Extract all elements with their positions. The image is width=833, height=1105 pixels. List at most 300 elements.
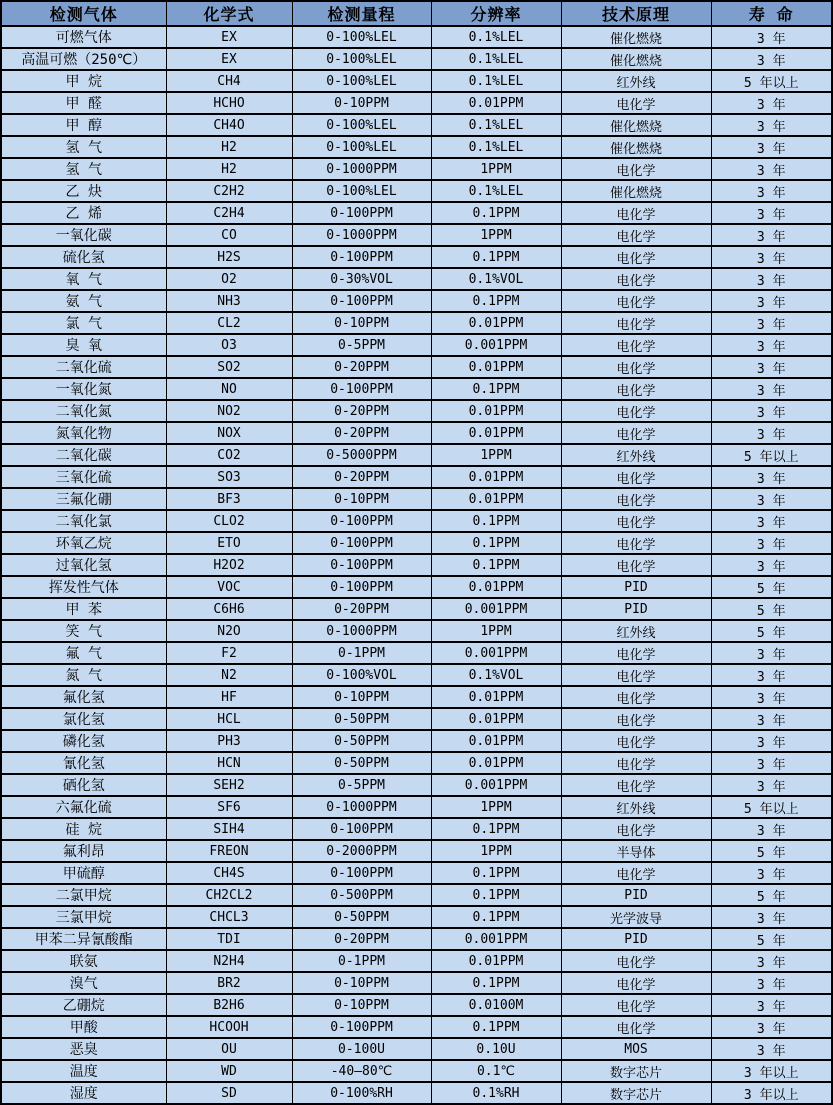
cell-range: 0-20PPM — [292, 928, 431, 950]
cell-gas-name: 二氯甲烷 — [1, 884, 166, 906]
cell-principle: 红外线 — [561, 70, 711, 92]
table-header — [1, 1, 832, 26]
cell-formula: O2 — [166, 268, 292, 290]
cell-principle: 电化学 — [561, 708, 711, 730]
table-row — [1, 48, 832, 70]
cell-range: 0-100PPM — [292, 290, 431, 312]
cell-resolution: 0.1PPM — [431, 290, 561, 312]
cell-range: 0-10PPM — [292, 972, 431, 994]
cell-principle: 电化学 — [561, 994, 711, 1016]
cell-resolution: 0.001PPM — [431, 598, 561, 620]
cell-resolution: 0.1PPM — [431, 202, 561, 224]
cell-principle: 电化学 — [561, 1016, 711, 1038]
cell-gas-name: 氟利昂 — [1, 840, 166, 862]
cell-principle: 数字芯片 — [561, 1082, 711, 1104]
cell-lifespan: 3 年 — [711, 400, 832, 422]
cell-formula: EX — [166, 26, 292, 48]
table-row — [1, 532, 832, 554]
cell-gas-name: 甲苯二异氰酸酯 — [1, 928, 166, 950]
cell-gas-name: 二氧化氮 — [1, 400, 166, 422]
cell-lifespan: 5 年以上 — [711, 444, 832, 466]
cell-resolution: 1PPM — [431, 840, 561, 862]
cell-gas-name: 温度 — [1, 1060, 166, 1082]
cell-formula: EX — [166, 48, 292, 70]
cell-formula: NO2 — [166, 400, 292, 422]
table-row — [1, 268, 832, 290]
cell-principle: 电化学 — [561, 554, 711, 576]
cell-gas-name: 高温可燃（250℃） — [1, 48, 166, 70]
cell-range: 0-20PPM — [292, 422, 431, 444]
cell-formula: O3 — [166, 334, 292, 356]
cell-formula: CH4 — [166, 70, 292, 92]
cell-range: -40—80℃ — [292, 1060, 431, 1082]
header-row — [1, 1, 832, 26]
cell-gas-name: 挥发性气体 — [1, 576, 166, 598]
cell-lifespan: 3 年 — [711, 356, 832, 378]
column-header-principle: 技术原理 — [561, 1, 711, 26]
cell-lifespan: 5 年 — [711, 928, 832, 950]
cell-lifespan: 3 年 — [711, 378, 832, 400]
cell-resolution: 0.1%LEL — [431, 180, 561, 202]
cell-range: 0-500PPM — [292, 884, 431, 906]
cell-lifespan: 5 年 — [711, 840, 832, 862]
cell-gas-name: 三氟化硼 — [1, 488, 166, 510]
cell-resolution: 0.1%VOL — [431, 664, 561, 686]
cell-resolution: 0.001PPM — [431, 334, 561, 356]
cell-principle: 电化学 — [561, 950, 711, 972]
cell-lifespan: 3 年 — [711, 554, 832, 576]
cell-resolution: 0.1PPM — [431, 884, 561, 906]
cell-principle: PID — [561, 884, 711, 906]
table-row — [1, 664, 832, 686]
cell-resolution: 1PPM — [431, 224, 561, 246]
cell-resolution: 1PPM — [431, 796, 561, 818]
cell-range: 0-100PPM — [292, 818, 431, 840]
cell-gas-name: 硫化氢 — [1, 246, 166, 268]
cell-formula: C6H6 — [166, 598, 292, 620]
table-row — [1, 422, 832, 444]
cell-principle: 电化学 — [561, 334, 711, 356]
table-row — [1, 840, 832, 862]
column-header-lifespan: 寿 命 — [711, 1, 832, 26]
table-row — [1, 598, 832, 620]
cell-gas-name: 湿度 — [1, 1082, 166, 1104]
cell-formula: H2 — [166, 136, 292, 158]
cell-gas-name: 二氧化硫 — [1, 356, 166, 378]
cell-lifespan: 3 年 — [711, 510, 832, 532]
cell-principle: 催化燃烧 — [561, 180, 711, 202]
cell-lifespan: 3 年 — [711, 730, 832, 752]
cell-resolution: 0.1PPM — [431, 554, 561, 576]
cell-formula: FREON — [166, 840, 292, 862]
cell-resolution: 1PPM — [431, 620, 561, 642]
cell-lifespan: 3 年 — [711, 114, 832, 136]
cell-formula: HCN — [166, 752, 292, 774]
cell-lifespan: 3 年 — [711, 862, 832, 884]
cell-gas-name: 硅 烷 — [1, 818, 166, 840]
cell-gas-name: 甲 烷 — [1, 70, 166, 92]
cell-formula: HCL — [166, 708, 292, 730]
cell-gas-name: 氧 气 — [1, 268, 166, 290]
cell-gas-name: 恶臭 — [1, 1038, 166, 1060]
cell-formula: SEH2 — [166, 774, 292, 796]
cell-lifespan: 3 年 — [711, 290, 832, 312]
cell-range: 0-1PPM — [292, 642, 431, 664]
cell-resolution: 0.1PPM — [431, 1016, 561, 1038]
cell-resolution: 0.01PPM — [431, 576, 561, 598]
cell-range: 0-100PPM — [292, 554, 431, 576]
table-row — [1, 312, 832, 334]
column-header-gas: 检测气体 — [1, 1, 166, 26]
cell-resolution: 0.001PPM — [431, 642, 561, 664]
cell-formula: NOX — [166, 422, 292, 444]
table-row — [1, 510, 832, 532]
cell-range: 0-1PPM — [292, 950, 431, 972]
cell-formula: CLO2 — [166, 510, 292, 532]
cell-principle: 电化学 — [561, 686, 711, 708]
table-row — [1, 994, 832, 1016]
cell-gas-name: 磷化氢 — [1, 730, 166, 752]
cell-formula: B2H6 — [166, 994, 292, 1016]
cell-principle: 电化学 — [561, 510, 711, 532]
cell-lifespan: 3 年 — [711, 334, 832, 356]
cell-principle: 电化学 — [561, 158, 711, 180]
cell-lifespan: 3 年 — [711, 752, 832, 774]
column-header-resolution: 分辨率 — [431, 1, 561, 26]
cell-principle: 电化学 — [561, 378, 711, 400]
cell-principle: 电化学 — [561, 730, 711, 752]
cell-resolution: 0.1PPM — [431, 906, 561, 928]
cell-lifespan: 5 年 — [711, 598, 832, 620]
cell-range: 0-2000PPM — [292, 840, 431, 862]
cell-formula: N2 — [166, 664, 292, 686]
cell-formula: TDI — [166, 928, 292, 950]
cell-range: 0-20PPM — [292, 400, 431, 422]
cell-resolution: 0.01PPM — [431, 400, 561, 422]
cell-lifespan: 3 年 — [711, 246, 832, 268]
cell-principle: 电化学 — [561, 400, 711, 422]
cell-lifespan: 3 年 — [711, 268, 832, 290]
cell-resolution: 0.1PPM — [431, 972, 561, 994]
cell-lifespan: 3 年 — [711, 48, 832, 70]
cell-lifespan: 3 年 — [711, 664, 832, 686]
cell-principle: 催化燃烧 — [561, 136, 711, 158]
cell-formula: C2H4 — [166, 202, 292, 224]
column-header-formula: 化学式 — [166, 1, 292, 26]
table-row — [1, 70, 832, 92]
cell-resolution: 0.1PPM — [431, 510, 561, 532]
cell-range: 0-100PPM — [292, 532, 431, 554]
cell-principle: PID — [561, 928, 711, 950]
column-header-range: 检测量程 — [292, 1, 431, 26]
cell-formula: SF6 — [166, 796, 292, 818]
cell-principle: 电化学 — [561, 818, 711, 840]
cell-formula: NO — [166, 378, 292, 400]
table-row — [1, 818, 832, 840]
cell-principle: 电化学 — [561, 290, 711, 312]
cell-range: 0-100PPM — [292, 202, 431, 224]
table-row — [1, 92, 832, 114]
cell-resolution: 0.01PPM — [431, 730, 561, 752]
cell-lifespan: 3 年 — [711, 422, 832, 444]
cell-lifespan: 3 年 — [711, 818, 832, 840]
table-row — [1, 488, 832, 510]
cell-gas-name: 六氟化硫 — [1, 796, 166, 818]
cell-gas-name: 氰化氢 — [1, 752, 166, 774]
table-row — [1, 136, 832, 158]
cell-formula: F2 — [166, 642, 292, 664]
cell-gas-name: 乙 炔 — [1, 180, 166, 202]
cell-resolution: 0.1%LEL — [431, 114, 561, 136]
cell-lifespan: 3 年 — [711, 906, 832, 928]
cell-lifespan: 3 年 — [711, 708, 832, 730]
cell-gas-name: 甲 苯 — [1, 598, 166, 620]
table-row — [1, 158, 832, 180]
cell-principle: 电化学 — [561, 224, 711, 246]
table-row — [1, 686, 832, 708]
cell-range: 0-5PPM — [292, 334, 431, 356]
cell-gas-name: 三氯甲烷 — [1, 906, 166, 928]
table-row — [1, 290, 832, 312]
cell-range: 0-100PPM — [292, 1016, 431, 1038]
cell-resolution: 0.001PPM — [431, 774, 561, 796]
cell-formula: HCOOH — [166, 1016, 292, 1038]
cell-lifespan: 3 年 — [711, 92, 832, 114]
cell-resolution: 0.01PPM — [431, 466, 561, 488]
cell-lifespan: 3 年 — [711, 972, 832, 994]
table-row — [1, 1060, 832, 1082]
table-row — [1, 708, 832, 730]
cell-range: 0-5PPM — [292, 774, 431, 796]
cell-formula: CO2 — [166, 444, 292, 466]
cell-principle: 电化学 — [561, 246, 711, 268]
cell-range: 0-100%LEL — [292, 70, 431, 92]
cell-formula: N2H4 — [166, 950, 292, 972]
cell-range: 0-100PPM — [292, 862, 431, 884]
table-row — [1, 246, 832, 268]
table-row — [1, 950, 832, 972]
cell-range: 0-1000PPM — [292, 158, 431, 180]
cell-gas-name: 臭 氧 — [1, 334, 166, 356]
cell-principle: 电化学 — [561, 774, 711, 796]
table-row — [1, 906, 832, 928]
cell-lifespan: 3 年 — [711, 774, 832, 796]
cell-formula: CHCL3 — [166, 906, 292, 928]
table-row — [1, 1038, 832, 1060]
cell-resolution: 0.01PPM — [431, 92, 561, 114]
cell-resolution: 0.01PPM — [431, 356, 561, 378]
cell-resolution: 0.01PPM — [431, 752, 561, 774]
cell-formula: H2 — [166, 158, 292, 180]
cell-lifespan: 3 年 — [711, 224, 832, 246]
cell-formula: HF — [166, 686, 292, 708]
cell-gas-name: 三氧化硫 — [1, 466, 166, 488]
cell-gas-name: 氨 气 — [1, 290, 166, 312]
cell-lifespan: 3 年 — [711, 642, 832, 664]
cell-gas-name: 氮 气 — [1, 664, 166, 686]
cell-formula: BF3 — [166, 488, 292, 510]
cell-lifespan: 3 年 — [711, 26, 832, 48]
cell-resolution: 0.01PPM — [431, 422, 561, 444]
cell-lifespan: 3 年 — [711, 686, 832, 708]
cell-principle: PID — [561, 598, 711, 620]
cell-formula: CH4O — [166, 114, 292, 136]
cell-principle: 催化燃烧 — [561, 48, 711, 70]
cell-gas-name: 硒化氢 — [1, 774, 166, 796]
cell-gas-name: 二氧化碳 — [1, 444, 166, 466]
cell-formula: PH3 — [166, 730, 292, 752]
cell-formula: N2O — [166, 620, 292, 642]
cell-range: 0-100PPM — [292, 576, 431, 598]
cell-principle: MOS — [561, 1038, 711, 1060]
cell-range: 0-1000PPM — [292, 224, 431, 246]
cell-range: 0-30%VOL — [292, 268, 431, 290]
cell-resolution: 0.01PPM — [431, 488, 561, 510]
cell-principle: 数字芯片 — [561, 1060, 711, 1082]
table-row — [1, 642, 832, 664]
cell-principle: PID — [561, 576, 711, 598]
cell-principle: 电化学 — [561, 532, 711, 554]
cell-principle: 电化学 — [561, 268, 711, 290]
cell-range: 0-50PPM — [292, 752, 431, 774]
cell-resolution: 0.1%LEL — [431, 136, 561, 158]
cell-lifespan: 3 年 — [711, 136, 832, 158]
cell-formula: SO2 — [166, 356, 292, 378]
cell-principle: 电化学 — [561, 202, 711, 224]
cell-formula: SO3 — [166, 466, 292, 488]
cell-formula: BR2 — [166, 972, 292, 994]
cell-range: 0-20PPM — [292, 466, 431, 488]
cell-gas-name: 乙硼烷 — [1, 994, 166, 1016]
cell-principle: 电化学 — [561, 488, 711, 510]
cell-range: 0-100%LEL — [292, 180, 431, 202]
cell-lifespan: 5 年以上 — [711, 70, 832, 92]
cell-lifespan: 5 年 — [711, 576, 832, 598]
cell-principle: 红外线 — [561, 796, 711, 818]
cell-lifespan: 3 年 — [711, 158, 832, 180]
table-row — [1, 1082, 832, 1104]
cell-resolution: 0.01PPM — [431, 312, 561, 334]
cell-principle: 电化学 — [561, 312, 711, 334]
table-row — [1, 444, 832, 466]
table-row — [1, 752, 832, 774]
cell-formula: CO — [166, 224, 292, 246]
cell-lifespan: 3 年 — [711, 202, 832, 224]
cell-range: 0-50PPM — [292, 730, 431, 752]
cell-range: 0-10PPM — [292, 312, 431, 334]
cell-lifespan: 5 年 — [711, 884, 832, 906]
cell-formula: SD — [166, 1082, 292, 1104]
cell-gas-name: 环氧乙烷 — [1, 532, 166, 554]
cell-gas-name: 甲 醛 — [1, 92, 166, 114]
cell-lifespan: 5 年以上 — [711, 796, 832, 818]
cell-resolution: 0.1PPM — [431, 532, 561, 554]
cell-gas-name: 氢 气 — [1, 136, 166, 158]
cell-range: 0-100U — [292, 1038, 431, 1060]
cell-gas-name: 联氨 — [1, 950, 166, 972]
cell-formula: CH2CL2 — [166, 884, 292, 906]
cell-lifespan: 3 年 — [711, 994, 832, 1016]
cell-principle: 电化学 — [561, 664, 711, 686]
cell-gas-name: 氯 气 — [1, 312, 166, 334]
table-row — [1, 378, 832, 400]
cell-gas-name: 一氧化碳 — [1, 224, 166, 246]
cell-range: 0-1000PPM — [292, 796, 431, 818]
cell-range: 0-10PPM — [292, 488, 431, 510]
cell-resolution: 0.1PPM — [431, 862, 561, 884]
cell-range: 0-50PPM — [292, 708, 431, 730]
cell-resolution: 0.1%LEL — [431, 70, 561, 92]
cell-lifespan: 3 年 — [711, 532, 832, 554]
cell-gas-name: 甲硫醇 — [1, 862, 166, 884]
cell-range: 0-5000PPM — [292, 444, 431, 466]
cell-principle: 电化学 — [561, 356, 711, 378]
cell-resolution: 0.001PPM — [431, 928, 561, 950]
cell-principle: 电化学 — [561, 422, 711, 444]
table-row — [1, 26, 832, 48]
cell-resolution: 1PPM — [431, 444, 561, 466]
cell-gas-name: 氢 气 — [1, 158, 166, 180]
cell-lifespan: 3 年 — [711, 488, 832, 510]
cell-range: 0-100PPM — [292, 378, 431, 400]
cell-lifespan: 3 年以上 — [711, 1082, 832, 1104]
cell-resolution: 0.1%VOL — [431, 268, 561, 290]
cell-resolution: 0.1℃ — [431, 1060, 561, 1082]
cell-gas-name: 氯化氢 — [1, 708, 166, 730]
cell-range: 0-10PPM — [292, 994, 431, 1016]
cell-principle: 电化学 — [561, 862, 711, 884]
cell-resolution: 0.1%RH — [431, 1082, 561, 1104]
cell-principle: 电化学 — [561, 466, 711, 488]
cell-formula: SIH4 — [166, 818, 292, 840]
cell-lifespan: 3 年以上 — [711, 1060, 832, 1082]
cell-formula: H2O2 — [166, 554, 292, 576]
cell-resolution: 0.1PPM — [431, 818, 561, 840]
table-row — [1, 554, 832, 576]
cell-gas-name: 乙 烯 — [1, 202, 166, 224]
table-row — [1, 466, 832, 488]
cell-range: 0-100%RH — [292, 1082, 431, 1104]
cell-formula: NH3 — [166, 290, 292, 312]
cell-range: 0-1000PPM — [292, 620, 431, 642]
cell-principle: 电化学 — [561, 972, 711, 994]
cell-principle: 催化燃烧 — [561, 114, 711, 136]
cell-formula: C2H2 — [166, 180, 292, 202]
cell-range: 0-100%LEL — [292, 136, 431, 158]
cell-gas-name: 笑 气 — [1, 620, 166, 642]
cell-gas-name: 氮氧化物 — [1, 422, 166, 444]
cell-formula: HCHO — [166, 92, 292, 114]
cell-lifespan: 3 年 — [711, 950, 832, 972]
cell-range: 0-10PPM — [292, 686, 431, 708]
cell-resolution: 0.0100M — [431, 994, 561, 1016]
cell-range: 0-100PPM — [292, 246, 431, 268]
cell-gas-name: 可燃气体 — [1, 26, 166, 48]
table-row — [1, 1016, 832, 1038]
table-row — [1, 928, 832, 950]
cell-principle: 电化学 — [561, 752, 711, 774]
cell-range: 0-100PPM — [292, 510, 431, 532]
cell-resolution: 0.01PPM — [431, 708, 561, 730]
cell-resolution: 0.1%LEL — [431, 48, 561, 70]
cell-range: 0-100%LEL — [292, 48, 431, 70]
table-row — [1, 400, 832, 422]
cell-principle: 光学波导 — [561, 906, 711, 928]
cell-lifespan: 3 年 — [711, 1038, 832, 1060]
cell-formula: OU — [166, 1038, 292, 1060]
cell-gas-name: 甲酸 — [1, 1016, 166, 1038]
cell-range: 0-10PPM — [292, 92, 431, 114]
